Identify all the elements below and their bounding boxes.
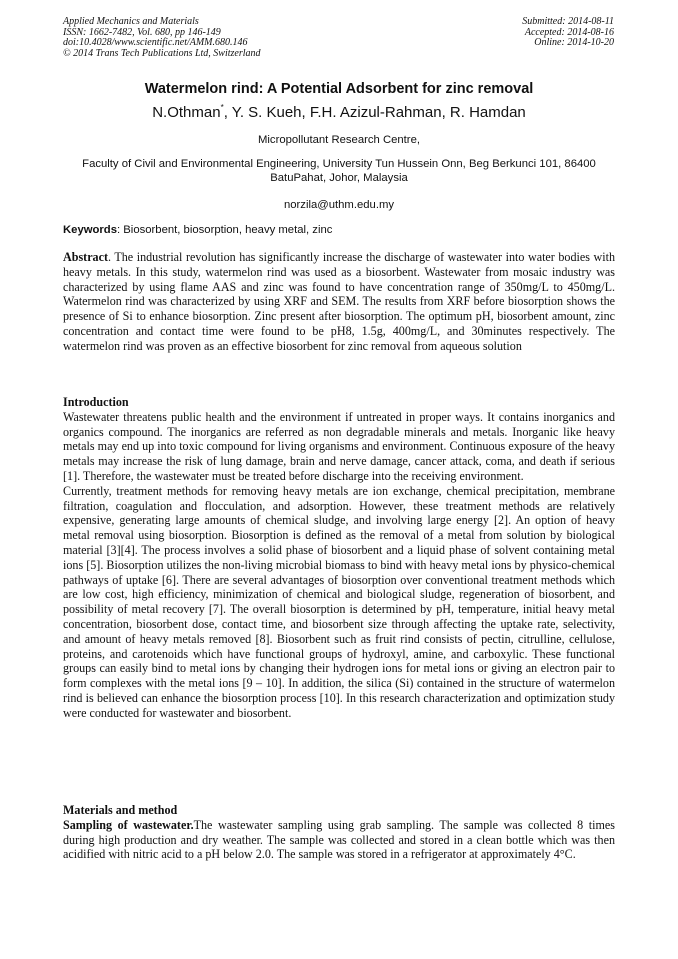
accepted-date: Accepted: 2014-08-16 (524, 26, 614, 38)
submission-dates (522, 17, 614, 49)
keywords-text: : Biosorbent, biosorption, heavy metal, zinc (117, 224, 333, 236)
methods-section (63, 803, 615, 862)
sampling-lead: Sampling of wastewater. (63, 817, 194, 832)
journal-name: Applied Mechanics and Materials (63, 16, 199, 27)
online-date: Online: 2014-10-20 (534, 37, 614, 48)
introduction-section (63, 395, 615, 721)
introduction-paragraph: Currently, treatment methods for removing heavy metals are ion exchange, chemical precipitation, membrane filtration, coagulation and flocculation, and adsorption. However, these treatment methods are relatively expensive, generating large amounts of chemical sludge, and involving large energy [2]. An option of heavy metal removal using biosorption. Biosorption is defined as the removal of a metal from solution by biological material [3][4]. The process involves a solid phase of biosorbent and a liquid phase of solvent containing metal ions [5]. Biosorption utilizes the non-living microbial biomass to bind with heavy metal ions by physico-chemical pathways of uptake [6]. There are several advantages of biosorption over conventional treatment methods which are low cost, high efficiency, minimization of chemical and biological sludge, regeneration of biosorbent, and possibility of metal recovery [7]. The overall biosorption is determined by pH, temperature, initial heavy metal concentration, biosorbent dose, contact time, and biosorbent size through affecting the uptake rate, selectivity, and amount of heavy metals removed [8]. Biosorbent such as fruit rind consists of pectin, citrulline, cellulose, proteins, and carotenoids which have functional groups of hydroxyl, amine, and carboxylic. These functional groups can easily bind to metal ions by changing their hydrogen ions for metal ions or giving an electron pair to form complexes with the metal ions [9 – 10]. In addition, the silica (Si) contained in the structure of watermelon rind is believed can enhance the biosorption process [10]. In this research characterization and optimization study were conducted for wastewater and biosorbent. (63, 483, 615, 720)
sampling-paragraph (63, 818, 615, 862)
first-author: N.Othman (152, 104, 221, 121)
author-list (60, 103, 618, 123)
journal-info (63, 17, 261, 59)
other-authors: , Y. S. Kueh, F.H. Azizul-Rahman, R. Hamdan (223, 104, 526, 121)
keywords (63, 223, 615, 237)
abstract-text: . The industrial revolution has significantly increase the discharge of wastewater into water bodies with heavy metals. In this study, watermelon rind was used as a biosorbent. Wastewater from mosaic industry was characterized by using flame AAS and zinc was found to have concentration range of 350mg/L to 450mg/L. Watermelon rind was characterized by using XRF and SEM. The results from XRF before biosorption shows the presence of Si to enhance biosorption. Zinc present after biosorption. The optimum pH, biosorbent amount, zinc concentration and contact time were found to be pH8, 1.5g, 400mg/L, and 30minutes respectively. The watermelon rind was proven as an effective biosorbent for zinc removal from aqueous solution (63, 250, 615, 353)
sampling-text: The wastewater sampling using grab sampling. The sample was collected 8 times during high production and dry weather. The sample was collected and stored in a clean bottle which was then acidified with nitric acid to a pH below 2.0. The sample was stored in a refrigerator at approximately 4°C. (63, 817, 615, 862)
title-block (60, 80, 618, 212)
affiliation-centre: Micropollutant Research Centre, (258, 134, 420, 146)
author-email: norzila@uthm.edu.my (283, 199, 395, 211)
journal-doi: doi:10.4028/www.scientific.net/AMM.680.146 (63, 37, 248, 48)
methods-heading: Materials and method (63, 803, 178, 817)
introduction-paragraph: Wastewater threatens public health and the environment if untreated in proper ways. It contains inorganics and organics compound. The inorganics are referred as non degradable minerals and metals. Inorganic like heavy metals may end up into toxic compound for living organisms and environment. Continuous exposure of the heavy metals may increase the risk of lung damage, brain and nerve damage, cancer attack, coma, and death if serious [1]. Therefore, the wastewater must be treated before discharge into the receiving environment. (63, 409, 615, 483)
abstract-label: Abstract (63, 250, 109, 264)
keywords-label: Keywords (63, 224, 117, 236)
journal-issn: ISSN: 1662-7482, Vol. 680, pp 146-149 (63, 26, 221, 38)
paper-title: Watermelon rind: A Potential Adsorbent for zinc removal (144, 81, 534, 97)
submitted-date: Submitted: 2014-08-11 (522, 16, 614, 27)
abstract (63, 250, 615, 354)
journal-copyright: © 2014 Trans Tech Publications Ltd, Switzerland (63, 47, 261, 59)
affiliation-faculty: Faculty of Civil and Environmental Engineering, University Tun Hussein Onn, Beg Berkunci 101, 86400 BatuPahat, Johor, Malaysia (82, 158, 596, 184)
introduction-heading: Introduction (63, 395, 129, 409)
corresponding-marker: * (220, 103, 224, 112)
